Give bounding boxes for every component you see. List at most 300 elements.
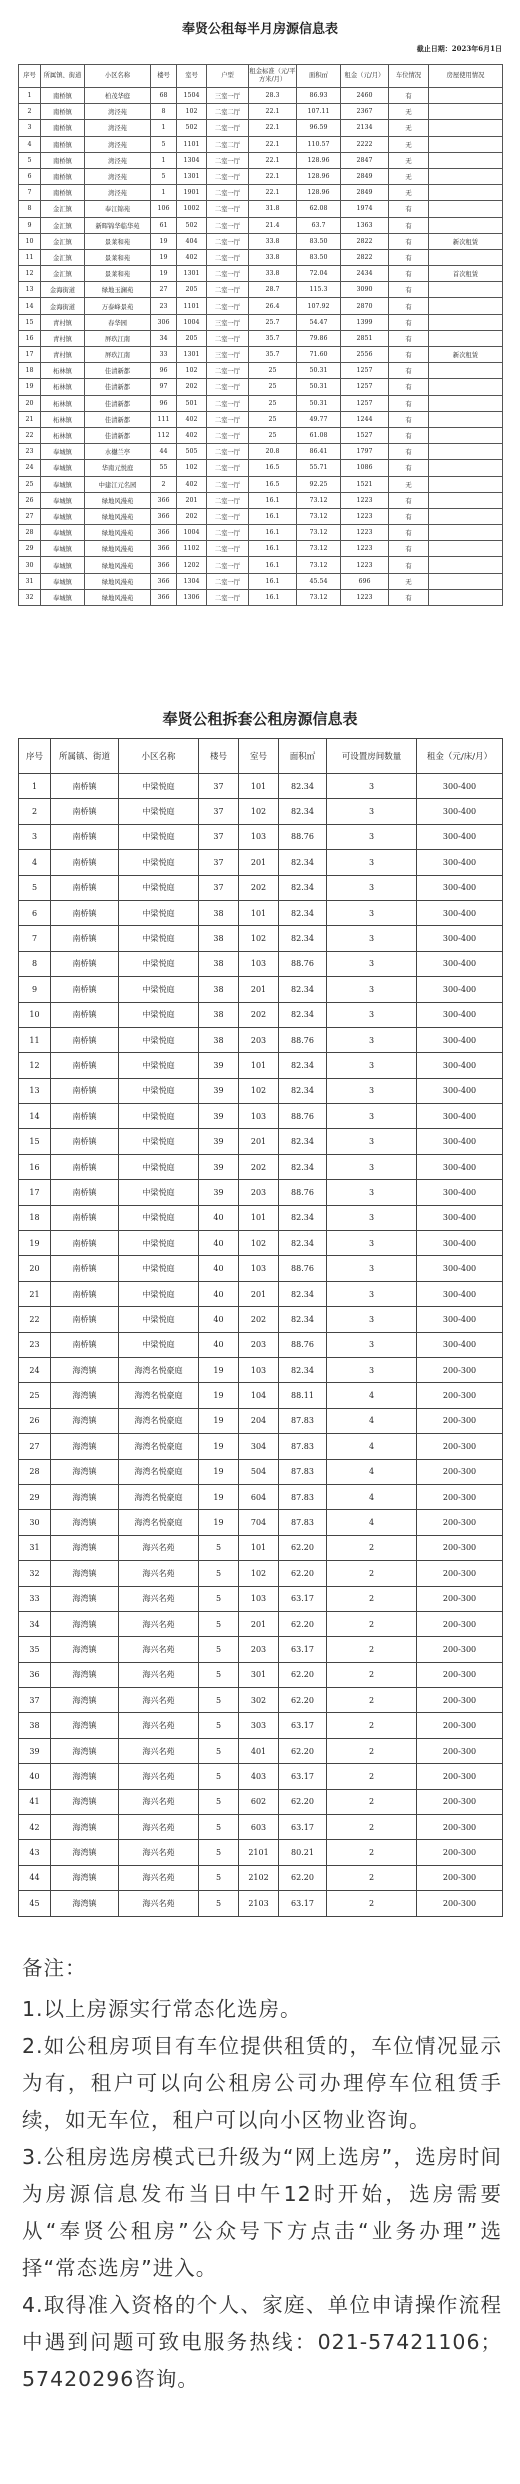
table-cell: 3: [327, 977, 417, 1002]
table-cell: 1223: [341, 492, 389, 508]
table-cell: [429, 508, 503, 524]
table-cell: 92.25: [297, 476, 341, 492]
table-cell: 366: [151, 557, 177, 573]
table-cell: 中梁悦庭: [119, 977, 199, 1002]
table-cell: 31: [19, 573, 41, 589]
table-cell: 111: [151, 411, 177, 427]
table-cell: 海湾镇: [51, 1840, 119, 1865]
table-cell: 海湾名悦豪庭: [119, 1484, 199, 1509]
table-cell: 中梁悦庭: [119, 900, 199, 925]
table-cell: 86.93: [297, 88, 341, 104]
table-cell: 海兴名苑: [119, 1815, 199, 1840]
table-cell: 金汇镇: [41, 233, 85, 249]
table-cell: 3: [327, 1281, 417, 1306]
table-row: [19, 136, 503, 152]
table-cell: 37: [199, 875, 239, 900]
table-cell: 31.8: [249, 201, 297, 217]
table-cell: 南桥镇: [41, 168, 85, 184]
table-cell: 1301: [177, 266, 207, 282]
table-cell: 二室一厅: [207, 541, 249, 557]
table-cell: 203: [239, 1332, 279, 1357]
table-cell: 87.83: [279, 1408, 327, 1433]
table-cell: 45.54: [297, 573, 341, 589]
table-cell: 二室二厅: [207, 136, 249, 152]
table-cell: 110.57: [297, 136, 341, 152]
table-cell: 15: [19, 314, 41, 330]
table-cell: 39: [199, 1129, 239, 1154]
table-cell: 25: [249, 427, 297, 443]
table-cell: [429, 136, 503, 152]
table-cell: 27: [19, 508, 41, 524]
table-cell: 62.20: [279, 1738, 327, 1763]
table-cell: 87.83: [279, 1434, 327, 1459]
table-cell: [429, 120, 503, 136]
table-cell: 101: [239, 1053, 279, 1078]
table-cell: 200-300: [417, 1510, 503, 1535]
table-cell: 金汇镇: [41, 249, 85, 265]
table-cell: 63.17: [279, 1713, 327, 1738]
table-cell: 海湾镇: [51, 1357, 119, 1382]
table-cell: 有: [389, 347, 429, 363]
table-cell: [429, 363, 503, 379]
table-cell: 704: [239, 1510, 279, 1535]
table-cell: 2: [327, 1865, 417, 1890]
table-cell: 1004: [177, 525, 207, 541]
table-cell: 5: [199, 1815, 239, 1840]
table-row: [19, 1434, 503, 1459]
table-cell: 金海街道: [41, 298, 85, 314]
table-cell: 3: [327, 1205, 417, 1230]
table-cell: 40: [199, 1307, 239, 1332]
table-cell: [429, 411, 503, 427]
table-cell: 128.96: [297, 185, 341, 201]
table-cell: 水樾兰亭: [85, 444, 151, 460]
table-cell: 22.1: [249, 104, 297, 120]
table-cell: 海兴名苑: [119, 1865, 199, 1890]
table-cell: 39: [199, 1053, 239, 1078]
table-cell: 3: [327, 850, 417, 875]
table-cell: [429, 557, 503, 573]
table-cell: 3: [327, 875, 417, 900]
table-row: [19, 926, 503, 951]
table-cell: 中梁悦庭: [119, 926, 199, 951]
table-cell: 2: [327, 1891, 417, 1916]
table-cell: 奉城镇: [41, 444, 85, 460]
table1-body: [19, 88, 503, 606]
table-cell: 南桥镇: [41, 104, 85, 120]
table-cell: 1223: [341, 508, 389, 524]
table-cell: 300-400: [417, 774, 503, 799]
table-cell: 海兴名苑: [119, 1840, 199, 1865]
table-cell: 景莱和苑: [85, 266, 151, 282]
table-row: [19, 1357, 503, 1382]
table-cell: [429, 314, 503, 330]
table-cell: 3: [327, 1078, 417, 1103]
table-cell: 屏玖江南: [85, 330, 151, 346]
table-cell: 79.86: [297, 330, 341, 346]
note-item: 3.公租房选房模式已升级为“网上选房”，选房时间为房源信息发布当日中午12时开始，选房需要从“奉贤公租房”公众号下方点击“业务办理”选择“常态选房”进入。: [22, 2145, 502, 2280]
table-cell: 二室一厅: [207, 266, 249, 282]
table-cell: 有: [389, 557, 429, 573]
table-cell: 中梁悦庭: [119, 1205, 199, 1230]
table-cell: 200-300: [417, 1586, 503, 1611]
table-cell: 103: [239, 1104, 279, 1129]
table-cell: 22.1: [249, 136, 297, 152]
table-cell: 102: [239, 1561, 279, 1586]
table-cell: 16: [19, 330, 41, 346]
table-cell: 海兴名苑: [119, 1891, 199, 1916]
table-row: [19, 282, 503, 298]
table-cell: 1304: [177, 573, 207, 589]
table2-header-cell: 可设置房间数量: [327, 739, 417, 774]
table-cell: 28: [19, 1459, 51, 1484]
table-cell: 5: [199, 1637, 239, 1662]
table-cell: 38: [19, 1713, 51, 1738]
table-cell: 87.83: [279, 1510, 327, 1535]
table-cell: 19: [199, 1383, 239, 1408]
table-cell: 2222: [341, 136, 389, 152]
table-cell: 88.11: [279, 1383, 327, 1408]
table-cell: 1244: [341, 411, 389, 427]
table-cell: 海湾名悦豪庭: [119, 1459, 199, 1484]
table-cell: 28: [19, 525, 41, 541]
table-cell: 82.34: [279, 774, 327, 799]
table-cell: 62.08: [297, 201, 341, 217]
table-cell: 35.7: [249, 330, 297, 346]
table-cell: 34: [151, 330, 177, 346]
table-cell: 21.4: [249, 217, 297, 233]
table-cell: 2849: [341, 168, 389, 184]
table-cell: [429, 168, 503, 184]
table1-date: 截止日期：2023年6月1日: [416, 44, 502, 53]
table-cell: 24: [19, 460, 41, 476]
table-cell: 8: [151, 104, 177, 120]
table-cell: 82.34: [279, 850, 327, 875]
table-cell: 83.50: [297, 233, 341, 249]
table-cell: 中梁悦庭: [119, 1332, 199, 1357]
table-cell: 1306: [177, 589, 207, 605]
table-cell: 128.96: [297, 152, 341, 168]
table-row: [19, 1561, 503, 1586]
table-cell: [429, 330, 503, 346]
table-cell: 505: [177, 444, 207, 460]
table-cell: 73.12: [297, 492, 341, 508]
table-cell: 3: [327, 1180, 417, 1205]
table1-header-cell: 楼号: [151, 65, 177, 88]
table-row: [19, 1535, 503, 1560]
table-cell: 5: [199, 1535, 239, 1560]
table-cell: 1086: [341, 460, 389, 476]
table-cell: 2: [327, 1713, 417, 1738]
table-cell: 19: [151, 266, 177, 282]
table-row: [19, 1002, 503, 1027]
table-row: [19, 1764, 503, 1789]
table-cell: 二室一厅: [207, 411, 249, 427]
table-cell: 中梁悦庭: [119, 1231, 199, 1256]
table-cell: 3: [327, 1332, 417, 1357]
table-cell: 二室一厅: [207, 185, 249, 201]
table-cell: 1: [151, 152, 177, 168]
table-cell: 6: [19, 900, 51, 925]
table-cell: 2: [327, 1662, 417, 1687]
table-cell: 202: [239, 1002, 279, 1027]
table-cell: 柘林镇: [41, 363, 85, 379]
table-row: [19, 977, 503, 1002]
table-cell: 82.34: [279, 1078, 327, 1103]
table-cell: 有: [389, 411, 429, 427]
table-cell: 无: [389, 120, 429, 136]
table-cell: 402: [177, 411, 207, 427]
table-cell: 97: [151, 379, 177, 395]
table-cell: 2: [19, 104, 41, 120]
table-row: [19, 541, 503, 557]
table-row: [19, 951, 503, 976]
table-cell: 96: [151, 363, 177, 379]
table1-header-cell: 租金标准（元/平方米/月）: [249, 65, 297, 88]
table-cell: 63.17: [279, 1764, 327, 1789]
table-cell: 中梁悦庭: [119, 1104, 199, 1129]
table-cell: 200-300: [417, 1434, 503, 1459]
table-cell: [429, 589, 503, 605]
table-cell: 300-400: [417, 1154, 503, 1179]
table-cell: 5: [199, 1891, 239, 1916]
table-cell: 海湾镇: [51, 1611, 119, 1636]
table-cell: 南桥镇: [51, 875, 119, 900]
table-cell: 32: [19, 589, 41, 605]
table-cell: 3: [327, 1256, 417, 1281]
table-cell: 61: [151, 217, 177, 233]
table-cell: 2: [327, 1637, 417, 1662]
table-cell: 有: [389, 363, 429, 379]
table-row: [19, 185, 503, 201]
table-cell: 82.34: [279, 1154, 327, 1179]
table-cell: 63.17: [279, 1891, 327, 1916]
table-cell: 2: [327, 1688, 417, 1713]
table1-header-cell: 所属镇、街道: [41, 65, 85, 88]
table-cell: [429, 476, 503, 492]
table-cell: 201: [239, 977, 279, 1002]
table-cell: 34: [19, 1611, 51, 1636]
table-cell: 14: [19, 298, 41, 314]
table-cell: 11: [19, 249, 41, 265]
table1-header-cell: 车位情况: [389, 65, 429, 88]
table-cell: 40: [199, 1332, 239, 1357]
table-cell: 万泰峰景苑: [85, 298, 151, 314]
table-cell: 1002: [177, 201, 207, 217]
table-cell: 海湾镇: [51, 1688, 119, 1713]
table-cell: 有: [389, 379, 429, 395]
table-cell: 27: [19, 1434, 51, 1459]
table-cell: 201: [239, 850, 279, 875]
table-cell: 绿地风漫苑: [85, 541, 151, 557]
table1-title: 奉贤公租每半月房源信息表: [181, 22, 338, 37]
table-cell: 300-400: [417, 1205, 503, 1230]
table-cell: 41: [19, 1789, 51, 1814]
table-cell: 300-400: [417, 1307, 503, 1332]
table-cell: 1504: [177, 88, 207, 104]
table-cell: 366: [151, 573, 177, 589]
table-cell: 200-300: [417, 1738, 503, 1763]
table-cell: 中梁悦庭: [119, 1027, 199, 1052]
table-cell: [429, 395, 503, 411]
table-cell: 3: [327, 1002, 417, 1027]
table-cell: 有: [389, 444, 429, 460]
table-row: [19, 411, 503, 427]
table-cell: 海湾镇: [51, 1510, 119, 1535]
table-cell: 201: [239, 1611, 279, 1636]
table-cell: 海湾镇: [51, 1484, 119, 1509]
table1-header-cell: 面积㎡: [297, 65, 341, 88]
table-cell: 3090: [341, 282, 389, 298]
table-row: [19, 217, 503, 233]
table-cell: 45: [19, 1891, 51, 1916]
table-cell: 33: [19, 1586, 51, 1611]
table-row: [19, 298, 503, 314]
table-cell: 12: [19, 266, 41, 282]
table-cell: 二室一厅: [207, 249, 249, 265]
table-cell: 2: [327, 1561, 417, 1586]
table-cell: 二室一厅: [207, 444, 249, 460]
table-row: [19, 314, 503, 330]
table-cell: 63.17: [279, 1637, 327, 1662]
table-cell: 300-400: [417, 1231, 503, 1256]
table-cell: 2870: [341, 298, 389, 314]
table-cell: 19: [199, 1434, 239, 1459]
table-cell: 4: [327, 1459, 417, 1484]
table-cell: 二室一厅: [207, 152, 249, 168]
table-cell: 21: [19, 411, 41, 427]
table-cell: 86.41: [297, 444, 341, 460]
table-cell: 有: [389, 492, 429, 508]
table-cell: 南桥镇: [51, 1104, 119, 1129]
table-cell: 402: [177, 249, 207, 265]
table-row: [19, 1231, 503, 1256]
table-row: [19, 525, 503, 541]
table-cell: 湾泾苑: [85, 136, 151, 152]
table-cell: 40: [199, 1281, 239, 1306]
table-cell: 9: [19, 977, 51, 1002]
table-cell: 96: [151, 395, 177, 411]
table-cell: 80.21: [279, 1840, 327, 1865]
table-cell: 300-400: [417, 926, 503, 951]
table-cell: 首次租赁: [429, 266, 503, 282]
table-cell: 2: [327, 1789, 417, 1814]
table-cell: 87.83: [279, 1459, 327, 1484]
table-row: [19, 1738, 503, 1763]
table-cell: 海湾名悦豪庭: [119, 1357, 199, 1382]
table-cell: 50.31: [297, 363, 341, 379]
table-cell: 无: [389, 152, 429, 168]
table-cell: 10: [19, 1002, 51, 1027]
table-cell: 1004: [177, 314, 207, 330]
table-cell: [429, 185, 503, 201]
table-cell: 海湾名悦豪庭: [119, 1510, 199, 1535]
table-cell: 68: [151, 88, 177, 104]
table-cell: 39: [199, 1180, 239, 1205]
table-cell: 2: [327, 1764, 417, 1789]
table-cell: 71.60: [297, 347, 341, 363]
table-cell: 103: [239, 824, 279, 849]
table-row: [19, 1891, 503, 1916]
table-cell: 16.1: [249, 589, 297, 605]
table-cell: 佳清新都: [85, 395, 151, 411]
table-cell: 103: [239, 951, 279, 976]
table-cell: 300-400: [417, 875, 503, 900]
table-cell: 二室一厅: [207, 233, 249, 249]
table-cell: 203: [239, 1027, 279, 1052]
table-cell: 3: [327, 799, 417, 824]
table-cell: 海湾名悦豪庭: [119, 1383, 199, 1408]
table-cell: 300-400: [417, 1104, 503, 1129]
table-cell: 37: [199, 799, 239, 824]
table-cell: 金汇镇: [41, 266, 85, 282]
table-cell: 2: [327, 1840, 417, 1865]
table-cell: 102: [239, 1078, 279, 1103]
table-cell: 二室二厅: [207, 104, 249, 120]
table-cell: 无: [389, 168, 429, 184]
table-row: [19, 395, 503, 411]
table-cell: 三室一厅: [207, 347, 249, 363]
table-cell: 海兴名苑: [119, 1713, 199, 1738]
table-cell: 200-300: [417, 1637, 503, 1662]
table-cell: 海湾镇: [51, 1713, 119, 1738]
table-cell: 1: [19, 88, 41, 104]
table-row: [19, 1104, 503, 1129]
table-cell: 82.34: [279, 1053, 327, 1078]
table-cell: 9: [19, 217, 41, 233]
table-cell: 25.7: [249, 314, 297, 330]
table-cell: 63.17: [279, 1815, 327, 1840]
table-cell: 南桥镇: [51, 1307, 119, 1332]
table-cell: 33.8: [249, 266, 297, 282]
table-row: [19, 1027, 503, 1052]
table-cell: 佳清新都: [85, 411, 151, 427]
table-cell: 18: [19, 363, 41, 379]
table-cell: [429, 525, 503, 541]
table-cell: 300-400: [417, 824, 503, 849]
table-cell: 88.76: [279, 1104, 327, 1129]
table-cell: 42: [19, 1815, 51, 1840]
table-cell: 三室一厅: [207, 88, 249, 104]
table-cell: 2460: [341, 88, 389, 104]
table-cell: 2: [19, 799, 51, 824]
table-cell: 33: [151, 347, 177, 363]
table-cell: 24: [19, 1357, 51, 1382]
table-cell: 402: [177, 427, 207, 443]
table-cell: 40: [19, 1764, 51, 1789]
table-cell: 16.1: [249, 573, 297, 589]
table2-header-cell: 楼号: [199, 739, 239, 774]
table-cell: 奉城镇: [41, 508, 85, 524]
table-cell: 海湾镇: [51, 1383, 119, 1408]
table-cell: 300-400: [417, 900, 503, 925]
table-cell: 1301: [177, 168, 207, 184]
table-cell: 春华园: [85, 314, 151, 330]
table-cell: 海兴名苑: [119, 1561, 199, 1586]
table-cell: 南桥镇: [41, 152, 85, 168]
table-cell: 海兴名苑: [119, 1688, 199, 1713]
table-cell: 海湾镇: [51, 1637, 119, 1662]
table-cell: 7: [19, 185, 41, 201]
table-cell: 5: [199, 1840, 239, 1865]
table-cell: 有: [389, 427, 429, 443]
table2-header-cell: 所属镇、街道: [51, 739, 119, 774]
table-cell: [429, 573, 503, 589]
table-cell: 23: [19, 444, 41, 460]
table-cell: 16.1: [249, 557, 297, 573]
table-cell: 有: [389, 314, 429, 330]
table-cell: 中梁悦庭: [119, 1053, 199, 1078]
